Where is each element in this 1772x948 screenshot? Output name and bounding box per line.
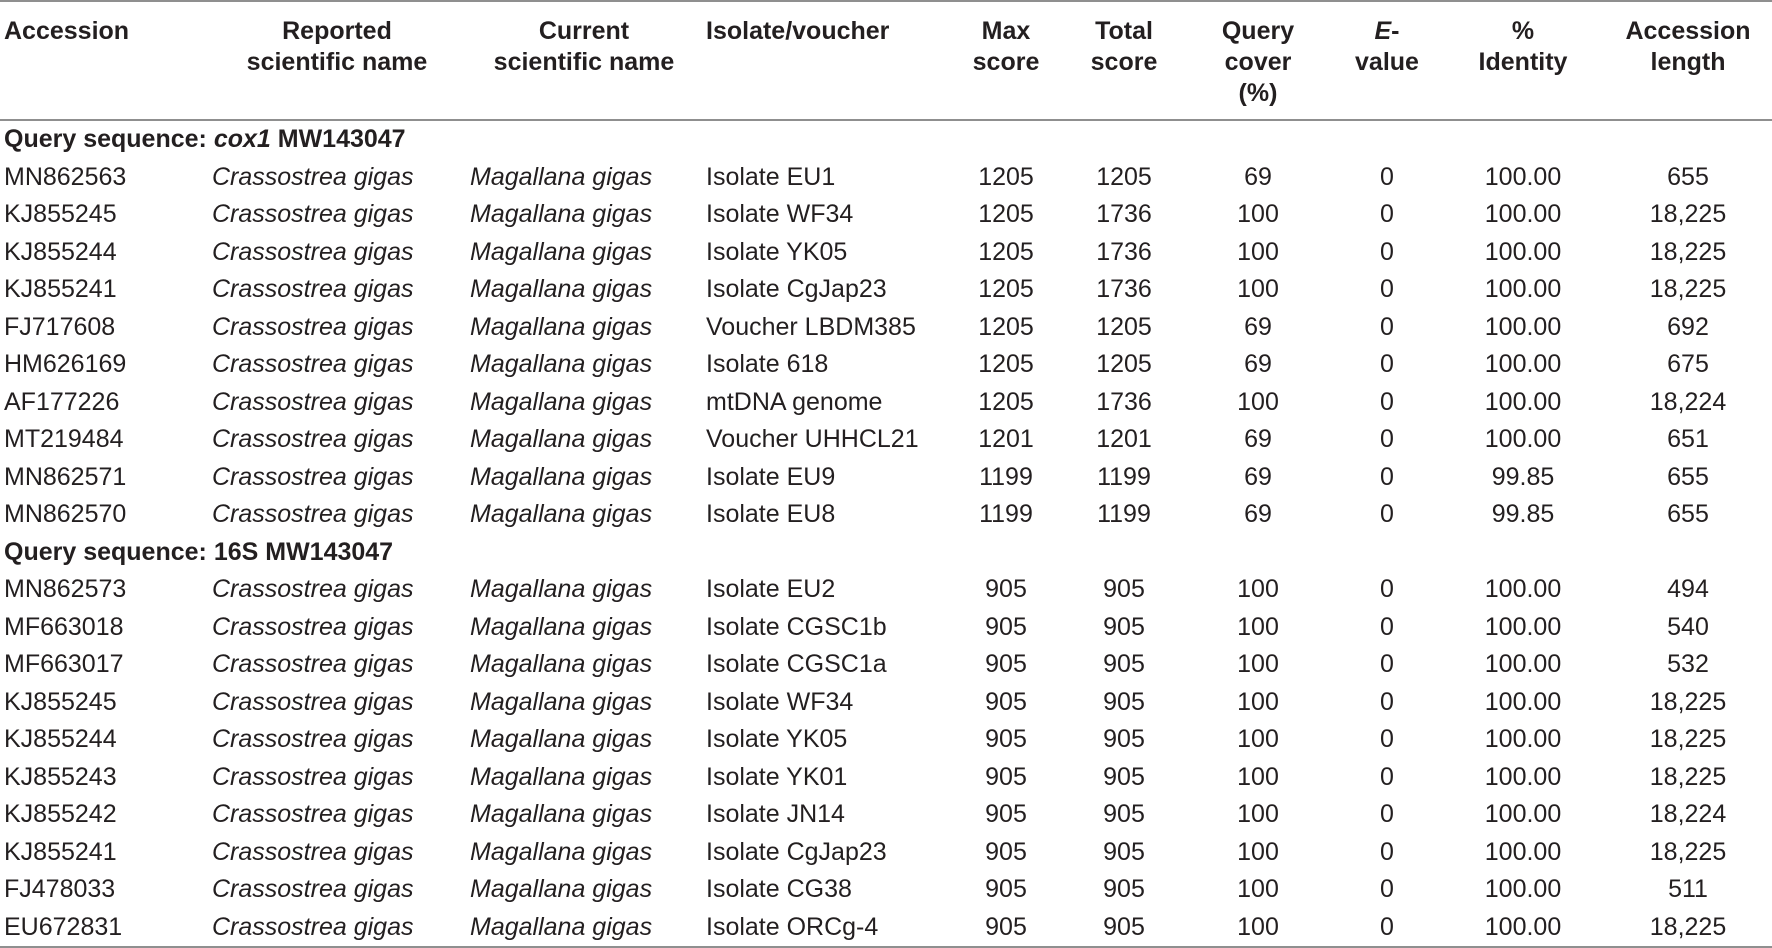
cell-isolate: Isolate CgJap23: [706, 837, 887, 866]
cell-current-name: Magallana gigas: [470, 500, 653, 529]
cell-max-score: 905: [985, 800, 1027, 829]
cell-isolate: Voucher LBDM385: [706, 312, 916, 341]
header-identity: [1442, 1, 1604, 120]
cell-total-score: 905: [1103, 762, 1145, 791]
cell-query-cover: 100: [1237, 200, 1279, 229]
cell-reported-name: Crassostrea gigas: [212, 650, 414, 679]
cell-current-name: Magallana gigas: [470, 200, 653, 229]
cell-identity: 100.00: [1484, 425, 1562, 454]
cell-accession: EU672831: [0, 909, 208, 948]
section-label-gene: cox1: [213, 125, 271, 154]
header-evalue-italic: E: [1374, 17, 1392, 45]
cell-identity: 100.00: [1484, 237, 1562, 266]
cell-query-cover: 69: [1244, 162, 1272, 191]
cell-accession: MN862570: [4, 500, 127, 529]
header-total-score: [1064, 1, 1184, 120]
cell-accession: KJ855244: [4, 725, 117, 754]
cell-reported-name: Crassostrea gigas: [212, 387, 414, 416]
cell-accession-length: 655: [1667, 500, 1709, 529]
cell-query-cover: 100: [1237, 837, 1279, 866]
cell-isolate: Isolate YK05: [706, 237, 848, 266]
cell-evalue: 0: [1380, 612, 1394, 641]
cell-accession-length: 655: [1667, 462, 1709, 491]
cell-isolate: Isolate ORCg-4: [702, 909, 948, 948]
cell-current-name: Magallana gigas: [470, 237, 653, 266]
cell-query-cover: 100: [1184, 909, 1332, 948]
cell-accession: KJ855243: [4, 762, 117, 791]
cell-accession: MT219484: [4, 425, 124, 454]
cell-reported-name: Crassostrea gigas: [212, 687, 414, 716]
cell-accession: HM626169: [4, 350, 127, 379]
table-row: [0, 496, 1772, 534]
cell-reported-name: Crassostrea gigas: [212, 875, 414, 904]
cell-reported-name: Crassostrea gigas: [212, 500, 414, 529]
header-reported-line2: scientific name: [246, 48, 428, 76]
cell-evalue: 0: [1380, 575, 1394, 604]
cell-query-cover: 100: [1237, 687, 1279, 716]
cell-evalue: 0: [1380, 500, 1394, 529]
cell-query-cover: 69: [1244, 350, 1272, 379]
cell-total-score: 1201: [1096, 425, 1152, 454]
cell-evalue: 0: [1380, 687, 1394, 716]
cell-accession-length: 18,225: [1649, 837, 1727, 866]
cell-reported-name: Crassostrea gigas: [208, 909, 466, 948]
cell-evalue: 0: [1380, 387, 1394, 416]
cell-accession: KJ855245: [4, 687, 117, 716]
cell-accession-length: 18,224: [1649, 387, 1727, 416]
cell-identity: 100.00: [1484, 650, 1562, 679]
cell-accession-length: 18,224: [1649, 800, 1727, 829]
cell-query-cover: 69: [1244, 312, 1272, 341]
cell-isolate: Isolate EU9: [706, 462, 836, 491]
header-evalue: [1332, 1, 1442, 120]
cell-accession: FJ717608: [4, 312, 116, 341]
table-row: [0, 721, 1772, 759]
cell-total-score: 1199: [1097, 500, 1151, 529]
table-row: [0, 609, 1772, 647]
cell-current-name: Magallana gigas: [470, 425, 653, 454]
cell-total-score: 1205: [1096, 162, 1152, 191]
cell-current-name: Magallana gigas: [470, 837, 653, 866]
cell-accession-length: 540: [1667, 612, 1709, 641]
cell-accession: KJ855245: [4, 200, 117, 229]
header-total-line1: Total: [1095, 17, 1153, 45]
header-cover-line1: Query cover: [1221, 17, 1295, 76]
header-query-cover: [1184, 1, 1332, 120]
cell-accession-length: 18,225: [1649, 200, 1727, 229]
cell-current-name: Magallana gigas: [470, 875, 653, 904]
cell-reported-name: Crassostrea gigas: [212, 800, 414, 829]
cell-query-cover: 69: [1244, 462, 1272, 491]
cell-isolate: Isolate EU2: [706, 575, 836, 604]
table-row: [0, 159, 1772, 197]
cell-query-cover: 100: [1237, 612, 1279, 641]
cell-evalue: 0: [1380, 275, 1394, 304]
cell-evalue: 0: [1380, 162, 1394, 191]
cell-current-name: Magallana gigas: [466, 909, 702, 948]
cell-query-cover: 100: [1237, 575, 1279, 604]
cell-current-name: Magallana gigas: [470, 350, 653, 379]
cell-isolate: Isolate CGSC1b: [706, 612, 887, 641]
cell-isolate: Isolate CGSC1a: [706, 650, 887, 679]
table-row: [0, 646, 1772, 684]
header-accession-length: [1604, 1, 1772, 120]
cell-isolate: Isolate WF34: [706, 687, 854, 716]
cell-total-score: 1205: [1096, 350, 1152, 379]
cell-total-score: 905: [1103, 837, 1145, 866]
cell-max-score: 905: [985, 837, 1027, 866]
cell-max-score: 905: [985, 650, 1027, 679]
cell-evalue: 0: [1380, 837, 1394, 866]
cell-accession: KJ855244: [4, 237, 117, 266]
cell-reported-name: Crassostrea gigas: [212, 575, 414, 604]
table-row: [0, 871, 1772, 909]
table-row: [0, 759, 1772, 797]
cell-evalue: 0: [1380, 312, 1394, 341]
cell-max-score: 905: [985, 612, 1027, 641]
cell-evalue: 0: [1380, 237, 1394, 266]
cell-accession: KJ855241: [4, 837, 117, 866]
cell-query-cover: 100: [1237, 237, 1279, 266]
header-length-line2: length: [1650, 48, 1726, 76]
cell-current-name: Magallana gigas: [470, 612, 653, 641]
cell-max-score: 1205: [978, 387, 1034, 416]
table-body: [0, 120, 1772, 947]
cell-query-cover: 100: [1237, 800, 1279, 829]
cell-max-score: 905: [985, 687, 1027, 716]
cell-query-cover: 100: [1237, 387, 1279, 416]
table-row: [0, 384, 1772, 422]
cell-accession: AF177226: [4, 387, 120, 416]
cell-total-score: 905: [1103, 800, 1145, 829]
cell-evalue: 0: [1380, 462, 1394, 491]
header-isolate-text: Isolate/voucher: [706, 17, 890, 45]
cell-total-score: 1199: [1097, 462, 1151, 491]
cell-current-name: Magallana gigas: [470, 650, 653, 679]
cell-isolate: Isolate WF34: [706, 200, 854, 229]
section-header-row: [0, 120, 1772, 159]
header-reported-line1: Reported: [282, 17, 392, 45]
cell-total-score: 905: [1103, 875, 1145, 904]
cell-accession-length: 18,225: [1649, 237, 1727, 266]
cell-identity: 100.00: [1484, 312, 1562, 341]
cell-total-score: 905: [1064, 909, 1184, 948]
cell-current-name: Magallana gigas: [470, 687, 653, 716]
cell-isolate: Isolate JN14: [706, 800, 845, 829]
cell-accession-length: 18,225: [1649, 275, 1727, 304]
cell-evalue: 0: [1380, 650, 1394, 679]
header-accession-text: Accession: [4, 17, 130, 45]
cell-evalue: 0: [1380, 875, 1394, 904]
cell-identity: 99.85: [1491, 500, 1555, 529]
header-evalue-dash: -: [1391, 17, 1400, 45]
cell-total-score: 1205: [1096, 312, 1152, 341]
cell-reported-name: Crassostrea gigas: [212, 425, 414, 454]
cell-isolate: Voucher UHHCL21: [706, 425, 919, 454]
cell-identity: 100.00: [1484, 350, 1562, 379]
cell-identity: 100.00: [1484, 800, 1562, 829]
table-row: [0, 909, 1772, 948]
cell-max-score: 1205: [978, 162, 1034, 191]
cell-isolate: Isolate CgJap23: [706, 275, 887, 304]
cell-total-score: 905: [1103, 650, 1145, 679]
header-row: [0, 1, 1772, 120]
cell-evalue: 0: [1380, 350, 1394, 379]
cell-identity: 100.00: [1484, 275, 1562, 304]
cell-accession-length: 18,225: [1649, 762, 1727, 791]
header-evalue-line2: value: [1355, 48, 1419, 76]
cell-max-score: 1205: [978, 237, 1034, 266]
cell-accession: MF663017: [4, 650, 124, 679]
section-header-row: [0, 534, 1772, 572]
cell-accession-length: 675: [1667, 350, 1709, 379]
cell-evalue: 0: [1332, 909, 1442, 948]
cell-identity: 100.00: [1484, 387, 1562, 416]
cell-current-name: Magallana gigas: [470, 800, 653, 829]
cell-query-cover: 69: [1244, 500, 1272, 529]
cell-max-score: 905: [985, 762, 1027, 791]
header-reported-name: [208, 1, 466, 120]
section-label-prefix: Query sequence:: [4, 125, 214, 154]
cell-query-cover: 100: [1237, 875, 1279, 904]
table-header: [0, 1, 1772, 120]
cell-max-score: 905: [985, 725, 1027, 754]
cell-evalue: 0: [1380, 762, 1394, 791]
cell-identity: 100.00: [1484, 162, 1562, 191]
cell-max-score: 1201: [978, 425, 1034, 454]
cell-query-cover: 100: [1237, 275, 1279, 304]
table-row: [0, 459, 1772, 497]
cell-accession-length: 18,225: [1649, 725, 1727, 754]
table-row: [0, 834, 1772, 872]
table-row: [0, 796, 1772, 834]
cell-reported-name: Crassostrea gigas: [212, 200, 414, 229]
cell-identity: 99.85: [1491, 462, 1555, 491]
section-label-prefix: Query sequence:: [4, 537, 214, 566]
cell-reported-name: Crassostrea gigas: [212, 275, 414, 304]
cell-reported-name: Crassostrea gigas: [212, 837, 414, 866]
header-length-line1: Accession: [1625, 17, 1751, 45]
table-row: [0, 346, 1772, 384]
cell-accession-length: 692: [1667, 312, 1709, 341]
cell-accession: KJ855241: [4, 275, 117, 304]
cell-current-name: Magallana gigas: [470, 312, 653, 341]
cell-query-cover: 100: [1237, 762, 1279, 791]
cell-accession-length: 494: [1667, 575, 1709, 604]
cell-isolate: Isolate CG38: [706, 875, 852, 904]
header-cover-line2: (%): [1238, 79, 1278, 107]
table-row: [0, 234, 1772, 272]
header-current-name: [466, 1, 702, 120]
cell-identity: 100.00: [1484, 687, 1562, 716]
cell-total-score: 1736: [1096, 237, 1152, 266]
table-row: [0, 271, 1772, 309]
table-row: [0, 421, 1772, 459]
cell-identity: 100.00: [1484, 762, 1562, 791]
header-identity-line1: %: [1511, 17, 1535, 45]
cell-isolate: mtDNA genome: [706, 387, 883, 416]
cell-reported-name: Crassostrea gigas: [212, 237, 414, 266]
cell-isolate: Isolate EU8: [706, 500, 836, 529]
cell-max-score: 905: [985, 575, 1027, 604]
cell-current-name: Magallana gigas: [470, 462, 653, 491]
cell-reported-name: Crassostrea gigas: [212, 162, 414, 191]
table-row: [0, 309, 1772, 347]
cell-max-score: 1199: [979, 462, 1033, 491]
table-row: [0, 196, 1772, 234]
cell-reported-name: Crassostrea gigas: [212, 612, 414, 641]
section-label-suffix: MW143047: [270, 125, 406, 154]
cell-reported-name: Crassostrea gigas: [212, 350, 414, 379]
cell-current-name: Magallana gigas: [470, 162, 653, 191]
header-max-line2: score: [972, 48, 1040, 76]
cell-accession-length: 18,225: [1649, 687, 1727, 716]
cell-accession: MN862571: [4, 462, 127, 491]
cell-reported-name: Crassostrea gigas: [212, 462, 414, 491]
cell-accession-length: 655: [1667, 162, 1709, 191]
section-label: [0, 120, 1772, 159]
cell-identity: 100.00: [1484, 575, 1562, 604]
cell-accession-length: 511: [1668, 875, 1708, 904]
cell-total-score: 905: [1103, 612, 1145, 641]
header-current-line2: scientific name: [493, 48, 675, 76]
cell-isolate: Isolate YK05: [706, 725, 848, 754]
cell-identity: 100.00: [1484, 837, 1562, 866]
cell-accession: MN862573: [4, 575, 127, 604]
section-label: [0, 534, 1772, 572]
cell-accession-length: 532: [1667, 650, 1709, 679]
cell-reported-name: Crassostrea gigas: [212, 725, 414, 754]
cell-current-name: Magallana gigas: [470, 387, 653, 416]
cell-reported-name: Crassostrea gigas: [212, 312, 414, 341]
header-isolate: [702, 1, 948, 120]
cell-evalue: 0: [1380, 800, 1394, 829]
section-label-suffix: 16S MW143047: [213, 537, 394, 566]
cell-query-cover: 100: [1237, 725, 1279, 754]
cell-identity: 100.00: [1484, 875, 1562, 904]
cell-current-name: Magallana gigas: [470, 575, 653, 604]
cell-max-score: 905: [948, 909, 1064, 948]
cell-current-name: Magallana gigas: [470, 275, 653, 304]
cell-max-score: 1199: [979, 500, 1033, 529]
cell-total-score: 905: [1103, 687, 1145, 716]
cell-identity: 100.00: [1484, 725, 1562, 754]
cell-total-score: 905: [1103, 575, 1145, 604]
cell-reported-name: Crassostrea gigas: [212, 762, 414, 791]
cell-max-score: 1205: [978, 350, 1034, 379]
cell-current-name: Magallana gigas: [470, 725, 653, 754]
cell-evalue: 0: [1380, 725, 1394, 754]
cell-max-score: 1205: [978, 312, 1034, 341]
header-identity-line2: Identity: [1478, 48, 1568, 76]
cell-accession: KJ855242: [4, 800, 117, 829]
header-max-score: [948, 1, 1064, 120]
cell-current-name: Magallana gigas: [470, 762, 653, 791]
cell-max-score: 905: [985, 875, 1027, 904]
cell-evalue: 0: [1380, 425, 1394, 454]
cell-max-score: 1205: [978, 200, 1034, 229]
cell-identity: 100.00: [1442, 909, 1604, 948]
header-current-line1: Current: [538, 17, 630, 45]
table-row: [0, 684, 1772, 722]
cell-query-cover: 69: [1244, 425, 1272, 454]
cell-accession: MF663018: [4, 612, 124, 641]
cell-isolate: Isolate EU1: [706, 162, 836, 191]
cell-accession: MN862563: [4, 162, 127, 191]
cell-max-score: 1205: [978, 275, 1034, 304]
cell-isolate: Isolate YK01: [706, 762, 848, 791]
header-total-line2: score: [1090, 48, 1158, 76]
cell-accession: FJ478033: [4, 875, 116, 904]
cell-total-score: 905: [1103, 725, 1145, 754]
header-accession: [0, 1, 208, 120]
cell-accession-length: 18,225: [1604, 909, 1772, 948]
cell-identity: 100.00: [1484, 612, 1562, 641]
cell-total-score: 1736: [1096, 387, 1152, 416]
cell-isolate: Isolate 618: [706, 350, 829, 379]
cell-accession-length: 651: [1667, 425, 1709, 454]
cell-total-score: 1736: [1096, 200, 1152, 229]
cell-query-cover: 100: [1237, 650, 1279, 679]
cell-total-score: 1736: [1096, 275, 1152, 304]
header-max-line1: Max: [981, 17, 1031, 45]
cell-identity: 100.00: [1484, 200, 1562, 229]
table-row: [0, 571, 1772, 609]
cell-evalue: 0: [1380, 200, 1394, 229]
